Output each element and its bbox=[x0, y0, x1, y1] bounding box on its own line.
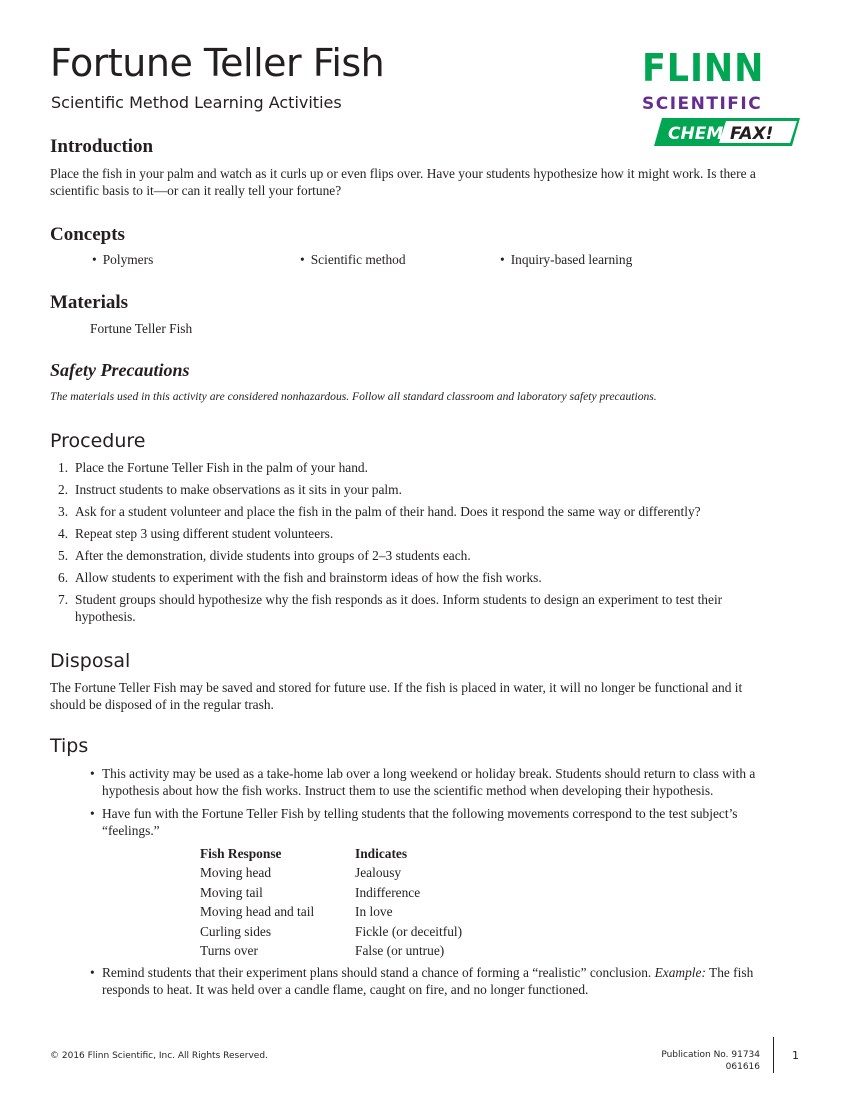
tips-list bbox=[90, 765, 780, 998]
procedure-list bbox=[50, 459, 780, 630]
chemfax-badge bbox=[654, 118, 800, 146]
introduction-text: Place the fish in your palm and watch as it curls up or even flips over. Have your students hypothesize how it might work. Is there a scientific basis to it—or can it really tell your fortune? bbox=[50, 166, 756, 198]
footer-divider bbox=[773, 1037, 774, 1073]
procedure-step: 4. Repeat step 3 using different student volunteers. bbox=[58, 526, 334, 541]
concepts-heading: Concepts bbox=[50, 224, 125, 245]
tip-item: • Have fun with the Fortune Teller Fish by telling students that the following movements correspond to the test subject’s “feelings.” Fish Response Indicates Moving head Jealousy Moving tail Indifference Moving head and tail In love Curling sides Fickle (or deceitful) Turns over False (or untrue) bbox=[90, 805, 780, 961]
publication-code: 061616 bbox=[725, 1062, 760, 1072]
logo-flinn-text: FLINN bbox=[642, 46, 765, 90]
table-row: Moving tail Indifference bbox=[200, 884, 421, 900]
page-number: 1 bbox=[792, 1049, 799, 1062]
table-header: Indicates bbox=[355, 846, 408, 861]
introduction-heading: Introduction bbox=[50, 136, 154, 157]
publication-number: Publication No. 91734 bbox=[661, 1050, 760, 1060]
table-header: Fish Response bbox=[200, 846, 282, 861]
logo-fax-text: FAX! bbox=[730, 124, 774, 144]
flinn-logo bbox=[640, 46, 800, 150]
page-subtitle: Scientific Method Learning Activities bbox=[51, 93, 342, 112]
procedure-step: 1. Place the Fortune Teller Fish in the palm of your hand. bbox=[58, 460, 368, 475]
concept-item: • Scientific method bbox=[300, 252, 406, 267]
logo-scientific-text: SCIENTIFIC bbox=[642, 94, 763, 114]
procedure-heading: Procedure bbox=[50, 430, 146, 452]
tips-heading: Tips bbox=[50, 735, 89, 757]
safety-heading: Safety Precautions bbox=[50, 360, 190, 380]
fish-response-table bbox=[200, 844, 462, 961]
safety-text: The materials used in this activity are considered nonhazardous. Follow all standard classroom and laboratory safety precautions. bbox=[50, 390, 657, 403]
procedure-step: 6. Allow students to experiment with the fish and brainstorm ideas of how the fish works. bbox=[58, 570, 542, 585]
tip-item: • This activity may be used as a take-home lab over a long weekend or holiday break. Students should return to class with a hypothesis about how the fish works. Instruct them to use the scientific method when developing their hypothesis. bbox=[90, 766, 756, 798]
table-row: Moving head and tail In love bbox=[200, 904, 393, 919]
procedure-step: 7. Student groups should hypothesize why the fish responds as it does. Inform students to design an experiment to test their hypothesis. bbox=[58, 592, 723, 624]
procedure-step: 5. After the demonstration, divide students into groups of 2–3 students each. bbox=[58, 548, 471, 563]
materials-heading: Materials bbox=[50, 292, 129, 313]
table-row: Moving head Jealousy bbox=[200, 865, 402, 880]
table-row: Turns over False (or untrue) bbox=[200, 943, 445, 958]
materials-item: Fortune Teller Fish bbox=[90, 321, 193, 336]
concept-item: • Polymers bbox=[92, 252, 154, 267]
footer-publication bbox=[661, 1049, 760, 1073]
disposal-text: The Fortune Teller Fish may be saved and stored for future use. If the fish is placed in water, it will no longer be functional and it should be disposed of in the regular trash. bbox=[50, 680, 743, 712]
tip-item: • Remind students that their experiment plans should stand a chance of forming a “realistic” conclusion. Example: The fish responds to heat. It was held over a candle flame, caught on fire, and no longer functioned. bbox=[90, 964, 754, 997]
concept-item: • Inquiry-based learning bbox=[500, 252, 633, 267]
logo-chem-text: CHEM bbox=[668, 124, 724, 144]
table-row: Curling sides Fickle (or deceitful) bbox=[200, 923, 463, 939]
disposal-heading: Disposal bbox=[50, 650, 131, 672]
procedure-step: 3. Ask for a student volunteer and place the fish in the palm of their hand. Does it respond the same way or differently? bbox=[58, 504, 701, 519]
footer-copyright: © 2016 Flinn Scientific, Inc. All Rights Reserved. bbox=[50, 1051, 268, 1061]
page-title: Fortune Teller Fish bbox=[50, 41, 385, 85]
procedure-step: 2. Instruct students to make observations as it sits in your palm. bbox=[58, 482, 402, 497]
